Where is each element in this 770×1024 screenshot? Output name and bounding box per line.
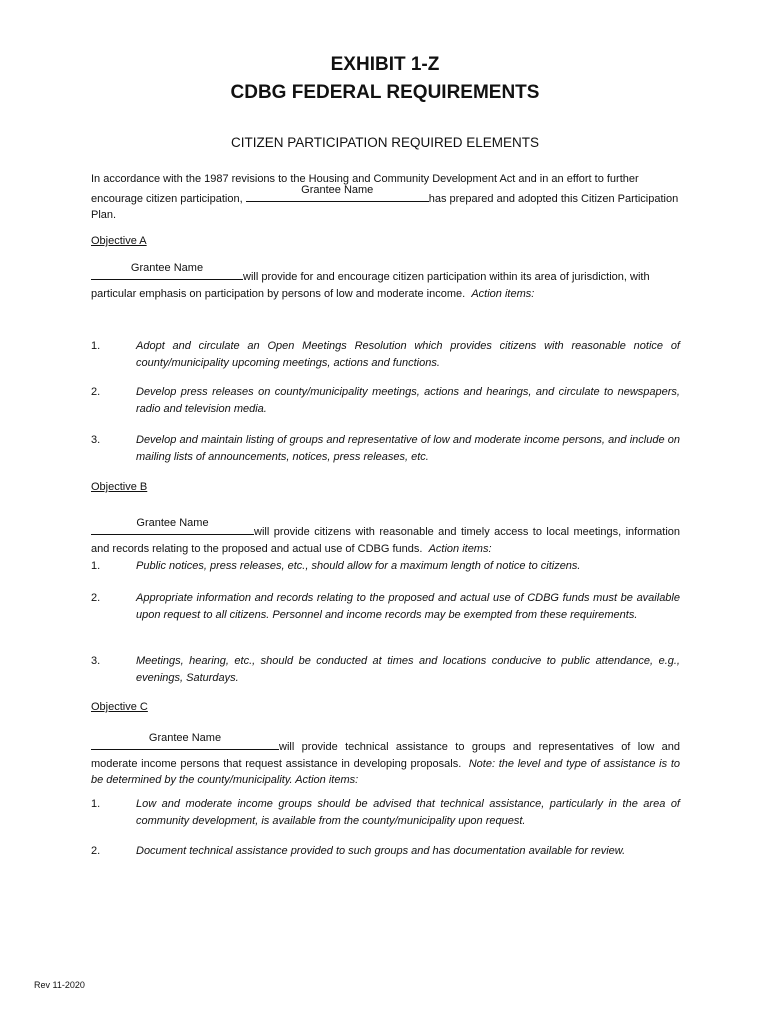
objective-c-heading: Objective C: [91, 701, 148, 713]
item-number: 2.: [91, 386, 101, 398]
objective-c-item-2: Document technical assistance provided to such groups and has documentation available for review.: [136, 845, 626, 857]
grantee-name-value: Grantee Name: [136, 517, 209, 529]
item-number: 1.: [91, 798, 101, 810]
exhibit-title: EXHIBIT 1-Z: [330, 54, 440, 75]
grantee-name-field-c[interactable]: [91, 732, 279, 750]
requirements-title: CDBG FEDERAL REQUIREMENTS: [230, 82, 540, 103]
objective-a-paragraph: [91, 262, 680, 302]
objective-a-item-3: Develop and maintain listing of groups and representative of low and moderate income persons, and include on mailing lists of announcements, notices, press releases, etc.: [136, 434, 680, 463]
objective-c-note: Note: the level and type of assistance is to be determined by the county/municipality. Action items:: [91, 757, 680, 786]
objective-b-item-1: Public notices, press releases, etc., should allow for a maximum length of notice to citizens.: [136, 560, 581, 572]
objective-b-item-3: Meetings, hearing, etc., should be conducted at times and locations conducive to public attendance, e.g., evenings, Saturdays.: [136, 655, 680, 684]
grantee-name-field-a[interactable]: [91, 262, 243, 280]
grantee-name-value: Grantee Name: [301, 183, 374, 196]
objective-c-item-1: Low and moderate income groups should be advised that technical assistance, particularly in the area of community development, is available from the county/municipality upon request.: [136, 798, 680, 827]
objective-a-item-2: Develop press releases on county/municipality meetings, actions and hearings, and circulate to newspapers, radio and television media.: [136, 386, 680, 415]
intro-text-before: In accordance with the 1987 revisions to the Housing and Community Development Act and in an effort to further encourage citizen participation,: [91, 173, 639, 205]
objective-a-item-1: Adopt and circulate an Open Meetings Resolution which provides citizens with reasonable notice of county/municipality upcoming meetings, actions and functions.: [136, 340, 680, 369]
item-number: 3.: [91, 655, 101, 667]
objective-c-paragraph: [91, 732, 680, 789]
item-number: 1.: [91, 340, 101, 352]
intro-paragraph: [91, 171, 680, 224]
item-number: 3.: [91, 434, 101, 446]
item-number: 2.: [91, 592, 101, 604]
section-subtitle: CITIZEN PARTICIPATION REQUIRED ELEMENTS: [230, 135, 540, 150]
objective-b-paragraph: [91, 517, 680, 557]
objective-b-text: will provide citizens with reasonable and timely access to local meetings, information and records relating to the proposed and actual use of CDBG funds.: [91, 526, 680, 555]
intro-text-after: has prepared and adopted this Citizen Participation Plan.: [91, 192, 679, 221]
action-items-label: Action items:: [428, 542, 492, 555]
objective-b-heading: Objective B: [91, 481, 148, 493]
grantee-name-field-intro[interactable]: [246, 183, 429, 202]
objective-a-text: will provide for and encourage citizen participation within its area of jurisdiction, with particular emphasis on participation by persons of low and moderate income.: [91, 271, 650, 300]
item-number: 2.: [91, 845, 101, 857]
grantee-name-field-b[interactable]: [91, 517, 254, 535]
objective-b-item-2: Appropriate information and records relating to the proposed and actual use of CDBG funds must be available upon request to all citizens. Personnel and income records may be exempted from these requirements.: [136, 592, 680, 621]
grantee-name-value: Grantee Name: [148, 732, 222, 744]
revision-footer: Rev 11-2020: [34, 980, 85, 990]
item-number: 1.: [91, 560, 101, 572]
action-items-label: Action items:: [471, 287, 535, 300]
grantee-name-value: Grantee Name: [130, 262, 204, 274]
objective-c-text: will provide technical assistance to groups and representatives of low and moderate income persons that request assistance in developing proposals.: [91, 741, 680, 770]
objective-a-heading: Objective A: [91, 235, 147, 247]
